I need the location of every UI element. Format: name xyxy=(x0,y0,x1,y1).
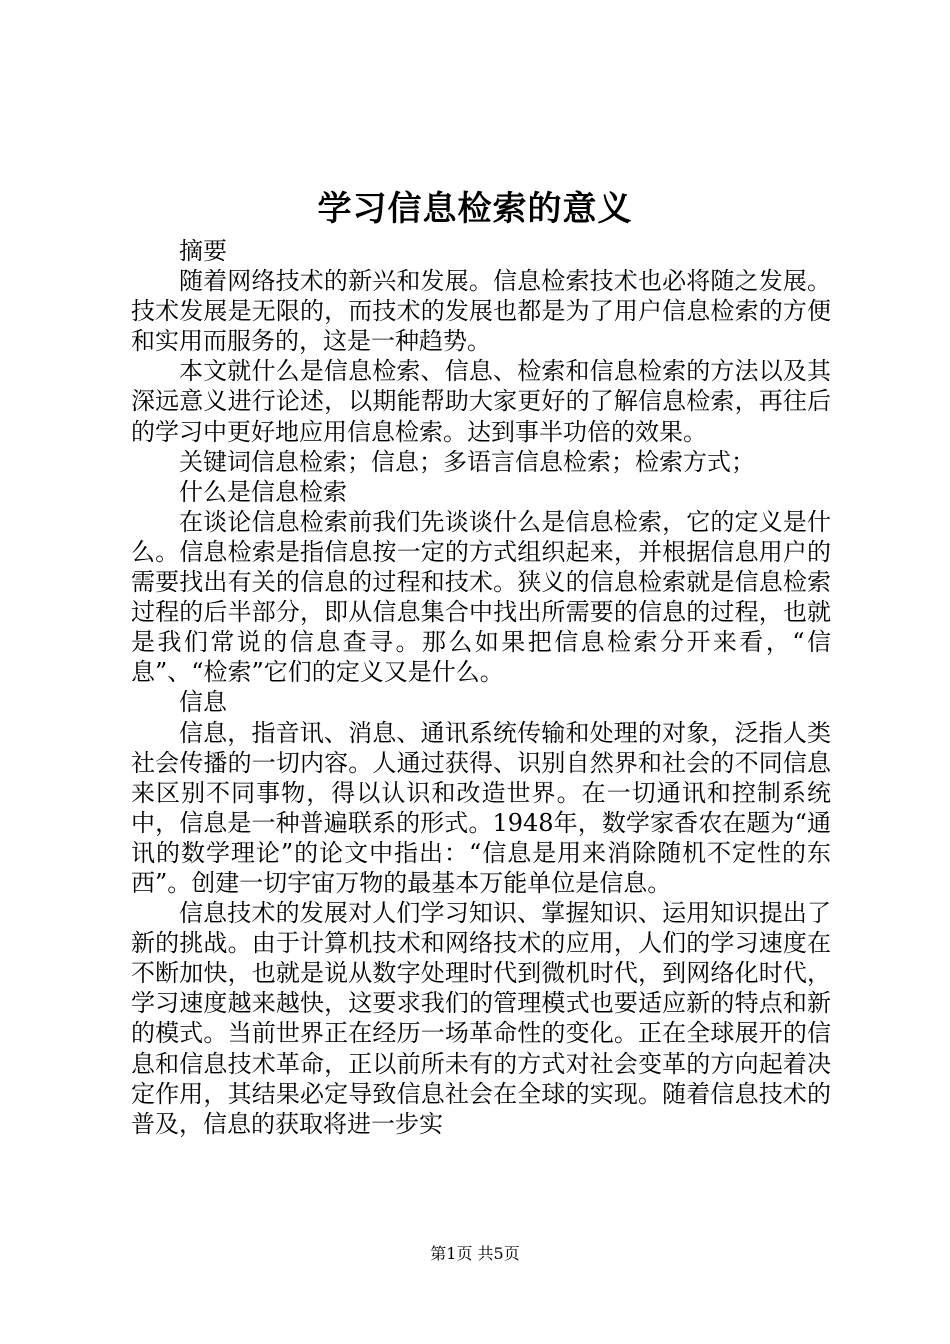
document-body xyxy=(131,236,831,1139)
keywords-line: 关键词信息检索；信息；多语言信息检索；检索方式； xyxy=(179,447,755,476)
section-heading-what-is-retrieval: 什么是信息检索 xyxy=(179,477,347,506)
abstract-paragraph-2: 本文就什么是信息检索、信息、检索和信息检索的方法以及其深远意义进行论述，以期能帮助大家更好的了解信息检索，再往后的学习中更好地应用信息检索。达到事半功倍的效果。 xyxy=(131,357,831,446)
abstract-paragraph-1: 随着网络技术的新兴和发展。信息检索技术也必将随之发展。技术发展是无限的，而技术的发展也都是为了用户信息检索的方便和实用而服务的，这是一种趋势。 xyxy=(131,267,831,356)
abstract-heading: 摘要 xyxy=(179,237,227,265)
body-paragraph: 信息技术的发展对人们学习知识、掌握知识、运用知识提出了新的挑战。由于计算机技术和网络技术的应用，人们的学习速度在不断加快，也就是说从数字处理时代到微机时代，到网络化时代，学习速度越来越快，这要求我们的管理模式也要适应新的特点和新的模式。当前世界正在经历一场革命性的变化。正在全球展开的信息和信息技术革命，正以前所未有的方式对社会变革的方向起着决定作用，其结果必定导致信息社会在全球的实现。随着信息技术的普及，信息的获取将进一步实 xyxy=(131,899,831,1138)
body-paragraph: 在谈论信息检索前我们先谈谈什么是信息检索，它的定义是什么。信息检索是指信息按一定的方式组织起来，并根据信息用户的需要找出有关的信息的过程和技术。狭义的信息检索就是信息检索过程的后半部分，即从信息集合中找出所需要的信息的过程，也就是我们常说的信息查寻。那么如果把信息检索分开来看，“信息”、“检索”它们的定义又是什么。 xyxy=(131,507,831,687)
section-heading-information: 信息 xyxy=(179,688,227,717)
document-title: 学习信息检索的意义 xyxy=(317,189,633,229)
body-paragraph: 信息，指音讯、消息、通讯系统传输和处理的对象，泛指人类社会传播的一切内容。人通过获得、识别自然界和社会的不同信息来区别不同事物，得以认识和改造世界。在一切通讯和控制系统中，信息是一种普遍联系的形式。1948年，数学家香农在题为“通讯的数学理论”的论文中指出：“信息是用来消除随机不定性的东西”。创建一切宇宙万物的最基本万能单位是信息。 xyxy=(131,718,831,897)
page-footer: 第1页 共5页 xyxy=(430,1244,520,1263)
